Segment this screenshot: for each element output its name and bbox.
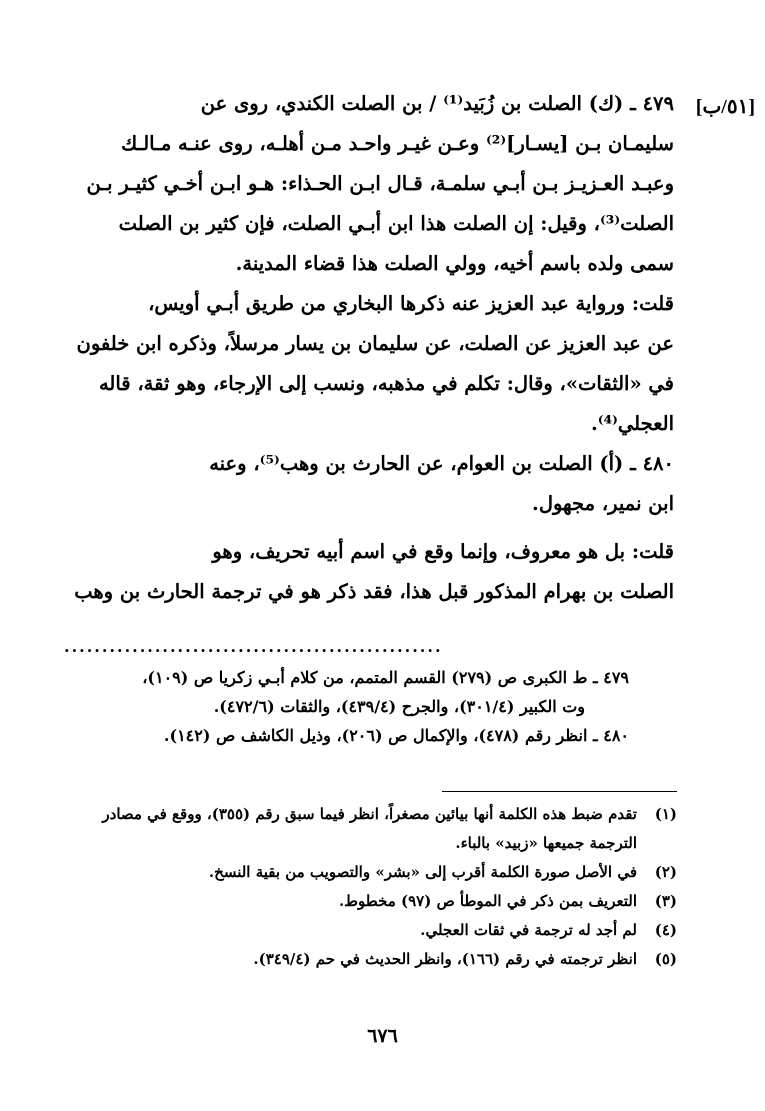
- entry-480-line-1: ٤٨٠ ـ (أ) الصلت بن العوام، عن الحارث بن وهب⁽⁵⁾، وعنه: [209, 452, 674, 475]
- footnote-2: [82, 858, 677, 887]
- comment-479-line-2: عن عبد العزيز عن الصلت، عن سليمان بن يسار مرسلاً، وذكره ابن خلفون: [76, 332, 674, 355]
- footnote-rule: [442, 791, 677, 792]
- comment-479-line-3: في «الثقات»، وقال: تكلم في مذهبه، ونسب إلى الإرجاء، وهو ثقة، قاله: [98, 372, 674, 395]
- footnote-1: [82, 800, 677, 858]
- comment-480-line-1: قلت: بل هو معروف، وإنما وقع في اسم أبيه تحريف، وهو: [212, 540, 674, 563]
- entry-479-line-3: وعبـد العـزيـز بـن أبـي سلمـة، قـال ابـن الحـذاء: هـو ابـن أخـي كثيـر بـن: [86, 172, 674, 195]
- footnote-number: (١): [654, 805, 677, 823]
- footnote-number: (٥): [654, 950, 677, 968]
- entry-479-line-4: الصلت⁽³⁾، وقيل: إن الصلت هذا ابن أبـي الصلت، فإن كثير بن الصلت: [118, 212, 674, 235]
- footnote-4: [82, 916, 677, 945]
- source-references: [59, 663, 629, 750]
- dotted-separator: ..................................................: [64, 637, 443, 656]
- footnote-3: [82, 887, 677, 916]
- footnote-continuation: الترجمة جميعها «زبيد» بالباء.: [455, 834, 637, 852]
- footnote-number: (٤): [654, 921, 677, 939]
- entry-479-line-1: ٤٧٩ ـ (ك) الصلت بن زُبَيد⁽¹⁾ / بن الصلت الكندي، روى عن: [200, 92, 674, 115]
- comment-479-line-4: العجلي⁽⁴⁾.: [590, 412, 674, 435]
- footnote-text: تقدم ضبط هذه الكلمة أنها بيائين مصغراً، انظر فيما سبق رقم (٣٥٥)، ووقع في مصادر: [102, 805, 637, 823]
- ref-479-line-2: وت الكبير (٣٠١/٤)، والجرح (٤٣٩/٤)، والثقات (٤٧٢/٦).: [213, 697, 585, 716]
- entry-479-line-5: سمى ولده باسم أخيه، وولي الصلت هذا قضاء المدينة.: [235, 252, 674, 275]
- footnote-text: في الأصل صورة الكلمة أقرب إلى «بشر» والتصويب من بقية النسخ.: [208, 863, 637, 881]
- page-number: ٦٧٦: [367, 1025, 398, 1047]
- footnotes: [82, 800, 677, 974]
- main-text: [64, 84, 674, 612]
- comment-479-line-1: قلت: ورواية عبد العزيز عنه ذكرها البخاري من طريق أبـي أويس،: [148, 292, 674, 315]
- comment-480-line-2: الصلت بن بهرام المذكور قبل هذا، فقد ذكر هو في ترجمة الحارث بن وهب: [74, 580, 674, 603]
- folio-marker: [٥١/ب]: [695, 96, 755, 118]
- ref-480-line-1: ٤٨٠ ـ انظر رقم (٤٧٨)، والإكمال ص (٢٠٦)، وذيل الكاشف ص (١٤٢).: [163, 726, 629, 745]
- ref-479-line-1: ٤٧٩ ـ ط الكبرى ص (٢٧٩) القسم المتمم، من كلام أبـي زكريا ص (١٠٩)،: [142, 668, 629, 687]
- footnote-text: انظر ترجمته في رقم (١٦٦)، وانظر الحديث في حم (٣٤٩/٤).: [253, 950, 637, 968]
- footnote-number: (٣): [654, 892, 677, 910]
- footnote-text: التعريف بمن ذكر في الموطأ ص (٩٧) مخطوط.: [338, 892, 637, 910]
- entry-480-line-2: ابن نمير، مجهول.: [532, 492, 674, 515]
- footnote-number: (٢): [654, 863, 677, 881]
- footnote-5: [82, 945, 677, 974]
- entry-479-line-2: سليمـان بـن [يسـار]⁽²⁾ وعـن غيـر واحـد مـن أهلـه، روى عنـه مـالـك: [121, 132, 674, 155]
- footnote-text: لم أجد له ترجمة في ثقات العجلي.: [420, 921, 637, 939]
